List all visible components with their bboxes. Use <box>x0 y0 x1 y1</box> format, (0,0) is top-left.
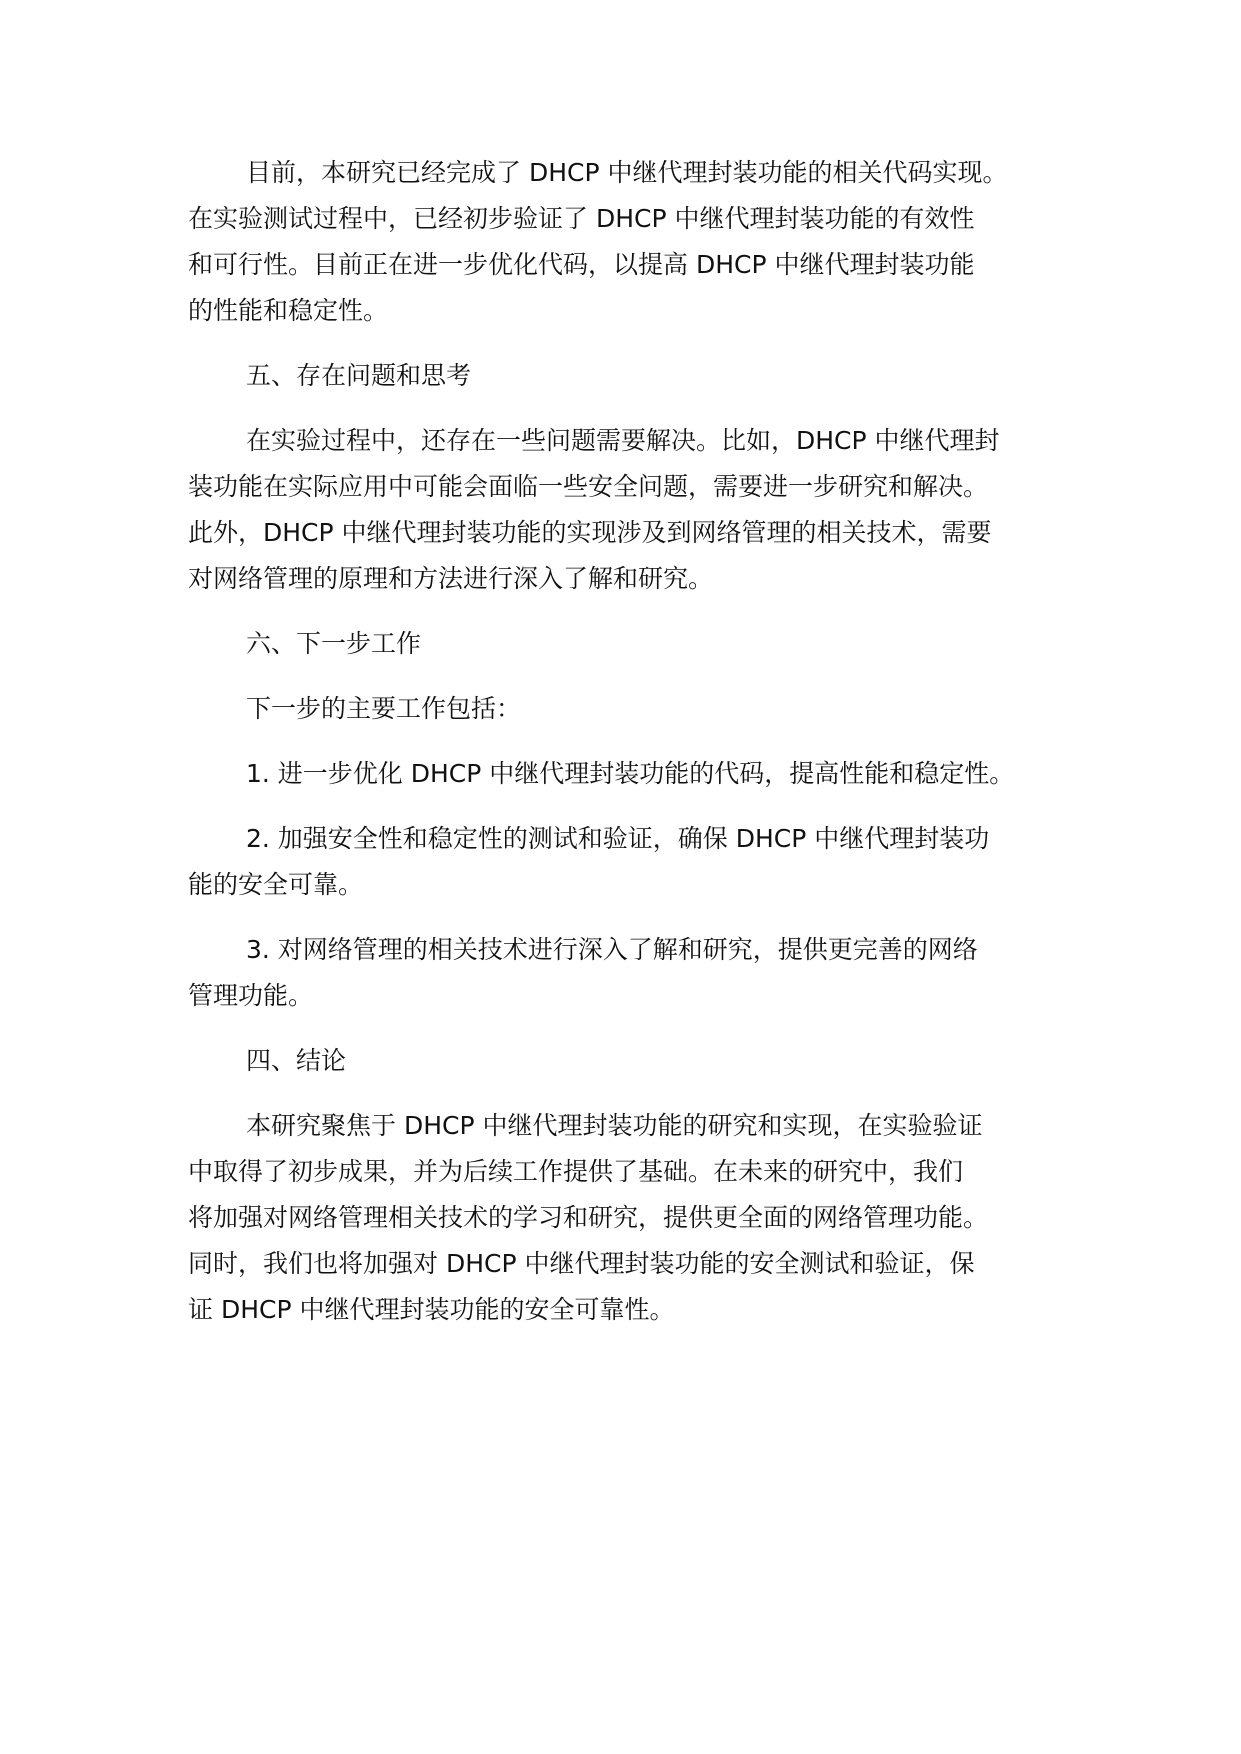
text-line: 在实验测试过程中，已经初步验证了 DHCP 中继代理封装功能的有效性 <box>188 204 975 233</box>
text-line: 下一步的主要工作包括： <box>246 694 522 723</box>
document-body <box>188 150 1068 1352</box>
section-heading-problems: 五、存在问题和思考 <box>246 361 472 390</box>
text-line: 对网络管理的原理和方法进行深入了解和研究。 <box>188 564 714 593</box>
text-line: 装功能在实际应用中可能会面临一些安全问题，需要进一步研究和解决。 <box>188 472 989 501</box>
text-line: 2. 加强安全性和稳定性的测试和验证，确保 DHCP 中继代理封装功 <box>246 824 990 853</box>
list-item-3 <box>188 927 1068 1019</box>
text-line: 3. 对网络管理的相关技术进行深入了解和研究，提供更完善的网络 <box>246 935 978 964</box>
text-line: 此外，DHCP 中继代理封装功能的实现涉及到网络管理的相关技术，需要 <box>188 518 992 547</box>
text-line: 将加强对网络管理相关技术的学习和研究，提供更全面的网络管理功能。 <box>188 1203 989 1232</box>
paragraph-progress <box>188 150 1068 334</box>
text-line: 和可行性。目前正在进一步优化代码，以提高 DHCP 中继代理封装功能 <box>188 250 975 279</box>
text-line: 证 DHCP 中继代理封装功能的安全可靠性。 <box>188 1295 675 1324</box>
text-line: 目前，本研究已经完成了 DHCP 中继代理封装功能的相关代码实现。 <box>246 158 1008 187</box>
paragraph-problems <box>188 418 1068 602</box>
list-item-2 <box>188 816 1068 908</box>
paragraph-conclusion <box>188 1103 1068 1333</box>
list-item-1 <box>188 751 1068 797</box>
section-heading-next-steps: 六、下一步工作 <box>246 629 422 658</box>
text-line: 同时，我们也将加强对 DHCP 中继代理封装功能的安全测试和验证，保 <box>188 1249 975 1278</box>
text-line: 管理功能。 <box>188 981 314 1010</box>
text-line: 中取得了初步成果，并为后续工作提供了基础。在未来的研究中，我们 <box>188 1157 964 1186</box>
text-line: 能的安全可靠。 <box>188 870 364 899</box>
text-line: 在实验过程中，还存在一些问题需要解决。比如，DHCP 中继代理封 <box>246 426 1000 455</box>
paragraph-next-steps-intro <box>188 686 1068 732</box>
section-heading-conclusion: 四、结论 <box>246 1046 347 1075</box>
text-line: 的性能和稳定性。 <box>188 296 389 325</box>
text-line: 本研究聚焦于 DHCP 中继代理封装功能的研究和实现，在实验验证 <box>246 1111 983 1140</box>
text-line: 1. 进一步优化 DHCP 中继代理封装功能的代码，提高性能和稳定性。 <box>246 759 1015 788</box>
